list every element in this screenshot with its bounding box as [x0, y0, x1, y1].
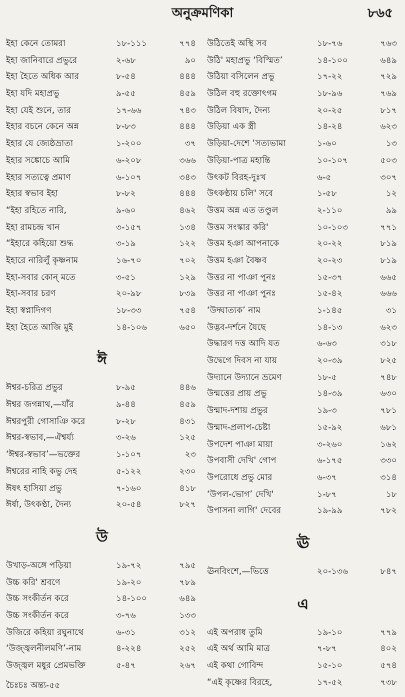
entry-page-number: ২৬৭	[179, 661, 196, 671]
index-entry	[207, 503, 399, 520]
entry-reference: ১-৮৭	[317, 489, 337, 500]
entry-verse-text: ‘উপল-ভোগ’ দেখি'	[207, 489, 274, 500]
entry-reference: ৬-১০৭	[116, 172, 142, 183]
entry-reference: ৮-৮২	[116, 189, 136, 200]
entry-page-number: ৩৩০	[380, 456, 397, 467]
entry-page-number: ১২	[385, 189, 397, 200]
index-entry	[6, 270, 198, 287]
entry-reference: ১৪-১০০	[317, 55, 349, 66]
entry-verse-text: ইহার স্বভাব ইহা	[6, 189, 59, 200]
entry-page-number: ৬৬৫	[380, 272, 397, 283]
entry-verse-text: ইহারে নারিলুঁ কৃষ্ণনাম	[6, 255, 79, 266]
index-entry	[207, 336, 399, 353]
index-entry	[207, 320, 399, 337]
entry-verse-text: ইহা রামচন্দ্র খান	[6, 222, 60, 233]
entry-page-number: ৮১৭	[380, 105, 397, 116]
entry-verse-text: উঠিতেই অস্থি সব	[207, 39, 267, 49]
index-entry	[6, 414, 198, 431]
entry-reference: ৮-৮৩	[116, 122, 136, 133]
index-entry	[207, 353, 399, 370]
entry-reference: ১৭-২২	[317, 72, 343, 83]
entry-verse-text: ইহা-সবার কোন্ মতে	[6, 272, 76, 283]
entry-page-number: ৭৭৯	[380, 627, 397, 638]
section-letter-heading: ঈ	[97, 350, 107, 369]
entry-page-number: ১৩৪	[179, 222, 196, 233]
entry-verse-text: উচ্চ করি' শ্রবণে	[6, 577, 61, 588]
index-entry	[6, 53, 198, 70]
section-letter-heading: উ	[96, 527, 108, 546]
index-entry	[207, 136, 399, 153]
entry-page-number: ৭৭৪	[179, 39, 196, 49]
entry-reference: ১-৫৮	[317, 189, 337, 200]
entry-reference: ১৯-৭২	[116, 560, 142, 571]
index-entry	[6, 625, 198, 642]
entry-verse-text: ইহা যদি মহাপ্রভু	[6, 89, 60, 100]
entry-verse-text: “এই কৃষ্ণের বিরহে,	[207, 677, 273, 688]
index-entry	[207, 69, 399, 86]
entry-page-number: ৫০৩	[380, 155, 397, 166]
entry-reference: ১-২০০	[116, 139, 142, 150]
index-entry	[207, 564, 399, 581]
entry-page-number: ৪০২	[380, 644, 397, 655]
entry-reference: ১-১০৭	[116, 450, 142, 461]
index-entry	[6, 430, 198, 447]
index-entry	[207, 153, 399, 170]
entry-verse-text: “ইহা রহিতে নারি,	[6, 205, 67, 216]
entry-page-number: ৩৬৬	[179, 155, 196, 166]
entry-reference: ১০-১০৩	[317, 222, 349, 233]
entry-reference: ৩-২৬	[116, 433, 136, 444]
entry-reference: ৩-১৫৭	[116, 222, 142, 233]
entry-verse-text: উৎকণ্ঠায় চলি' সবে	[207, 189, 274, 200]
entry-verse-text: ইহা হৈতে আজি মুই	[6, 322, 73, 333]
entry-reference: ৩-৭৬	[116, 610, 136, 621]
entry-page-number: ৩৭	[184, 139, 196, 150]
index-entry	[6, 36, 198, 53]
entry-page-number: ২৩	[184, 450, 196, 461]
entry-reference: ১৭-৫২	[317, 677, 343, 688]
entry-verse-text: ঈশ্বর-স্বভাব,—ঐশ্বর্য্য	[6, 433, 74, 444]
entry-verse-text: ইহা জানিবারে প্রভুরে	[6, 55, 78, 66]
entry-reference: ১-১৪৫	[317, 306, 343, 316]
entry-reference: ১৯-১০	[317, 627, 343, 638]
index-entry	[207, 220, 399, 237]
entry-page-number: ৭৭১	[380, 222, 397, 233]
entry-reference: ১০-১০৭	[317, 155, 349, 166]
entry-reference: ৯-৬০	[116, 205, 136, 216]
entry-verse-text: এই কথা গোবিন্দ	[207, 661, 264, 671]
entry-verse-text: উপদেশ পাঞা মায়া	[207, 439, 273, 450]
entry-verse-text: উদ্বেগে দিবস না যায়	[207, 356, 278, 367]
entry-verse-text: উজ্জ্বল মধুর প্রেমভক্তি	[6, 661, 86, 671]
entry-verse-text: উত্তম সংস্কার করি'	[207, 222, 269, 233]
entry-verse-text: ‘ঈশ্বর-স্বভাব’—ভক্তের	[6, 450, 81, 461]
index-entry	[207, 437, 399, 454]
entry-reference: ৬-৬৩	[317, 339, 337, 350]
index-entry	[207, 286, 399, 303]
entry-reference: ৩-৫১	[116, 272, 136, 283]
index-entry	[6, 303, 198, 320]
entry-verse-text: উদ্ধারণ দত্ত আদি যত	[207, 339, 280, 350]
entry-page-number: ৬২৩	[380, 322, 397, 333]
entry-verse-text: উন্মত্তের প্রায় প্রভু	[207, 389, 267, 400]
index-entry	[207, 487, 399, 504]
entry-verse-text: উখাড়-অঙ্গে পড়িয়া	[6, 560, 72, 571]
entry-reference: ১৪-৩৯	[317, 389, 343, 400]
section-letter-heading: এ	[297, 594, 309, 613]
entry-reference: ৯-৪৪	[116, 400, 136, 411]
entry-page-number: ৭৫৪	[179, 306, 196, 316]
entry-page-number: ১৬২	[380, 439, 397, 450]
entry-verse-text: ইহা কেনে তোমরা	[6, 39, 66, 49]
entry-verse-text: উপবাসী দেখি' গোপ	[207, 456, 277, 467]
entry-reference: ১৫-৩৭	[317, 272, 343, 283]
index-entry	[207, 470, 399, 487]
page-footer: চৈঃচঃ অন্ত্য-৫৫	[6, 681, 61, 691]
entry-reference: ২০-১৩৬	[317, 566, 349, 577]
entry-reference: ৭-১৬০	[116, 483, 142, 494]
entry-reference: ১৮-৩৩	[116, 306, 142, 316]
entry-verse-text: উত্তর না পাঞা পুনঃ	[207, 272, 276, 283]
entry-verse-text: এই অর্থ আমি মাত্র	[207, 644, 271, 655]
index-entry	[6, 153, 198, 170]
entry-reference: ২০-৩৯	[317, 356, 343, 367]
entry-verse-text: ইহার সত্যত্বে প্রমাণ	[6, 172, 71, 183]
entry-page-number: ৭৯৫	[179, 560, 196, 571]
index-entry	[207, 86, 399, 103]
index-entry	[207, 270, 399, 287]
entry-reference: ৩-১৯	[116, 239, 136, 250]
entry-verse-text: ঈষৎ হাসিয়া প্রভু	[6, 483, 62, 494]
index-entry	[6, 69, 198, 86]
entry-page-number: ৭৮৯	[179, 577, 196, 588]
entry-verse-text: উড়িয়া-পাত্র মহান্তি	[207, 155, 271, 166]
entry-verse-text: ‘উদ্ঘাত্যক’ নাম	[207, 306, 261, 316]
index-entry	[6, 253, 198, 270]
entry-verse-text: উড়িয়া-দেশে ‘সত্যভামা	[207, 139, 286, 150]
entry-page-number: ৩১৪	[380, 472, 397, 483]
entry-page-number: ৪৪৬	[179, 383, 196, 394]
index-entry	[6, 119, 198, 136]
entry-page-number: ৭৮২	[380, 506, 397, 517]
entry-page-number: ৪৫৯	[179, 400, 196, 411]
index-entry	[6, 286, 198, 303]
entry-reference: ২০-৫৪	[116, 500, 142, 511]
entry-page-number: ৬২৩	[380, 122, 397, 133]
entry-reference: ১৬-৭০	[116, 255, 142, 266]
entry-verse-text: উন্মাদ-দশায় প্রভুর	[207, 406, 268, 417]
entry-verse-text: “ইহারে কহিয়ো শুদ্ধ	[6, 239, 74, 250]
entry-page-number: ৪৪৪	[179, 122, 196, 133]
entry-reference: ১৫-৪২	[317, 289, 343, 300]
index-entry	[207, 170, 399, 187]
index-entry	[207, 103, 399, 120]
entry-reference: ২০-২৩	[317, 255, 343, 266]
entry-page-number: ৪৪৪	[179, 189, 196, 200]
entry-reference: ২-১১০	[317, 205, 343, 216]
entry-reference: ৬-৩৭	[317, 472, 337, 483]
entry-page-number: ৪৬২	[179, 205, 196, 216]
entry-verse-text: উঠিল বহু রক্তোৎগম	[207, 89, 277, 100]
entry-page-number: ৩০৭	[380, 172, 397, 183]
entry-verse-text: উড়িয়া এক স্ত্রী	[207, 122, 257, 133]
index-entry	[6, 136, 198, 153]
entry-page-number: ৪৫৯	[179, 89, 196, 100]
entry-reference: ১৯-২০	[116, 577, 142, 588]
index-entry	[207, 658, 399, 675]
index-entry	[6, 397, 198, 414]
entry-page-number: ৬৩০	[380, 389, 397, 400]
entry-verse-text: ঊনবিংশে,—ভিত্তে	[207, 566, 269, 577]
entry-page-number: ৬৫০	[179, 322, 196, 333]
entry-page-number: ১৩৩	[179, 610, 196, 621]
index-entry	[207, 119, 399, 136]
index-entry	[6, 103, 198, 120]
index-entry	[6, 380, 198, 397]
index-entry	[6, 591, 198, 608]
entry-reference: ১৯-৩	[317, 406, 337, 417]
entry-page-number: ৯৯	[385, 205, 397, 216]
entry-verse-text: ইহার বচনে কেনে অন্ন	[6, 122, 79, 133]
right-column	[207, 36, 399, 691]
entry-verse-text: উন্মাদ-প্রলাপ-চেষ্টা	[207, 422, 271, 433]
entry-verse-text: ঈশ্বর-চরিত্র প্রভুর	[6, 383, 63, 394]
entry-reference: ১৫-৯২	[317, 422, 343, 433]
index-entry	[207, 675, 399, 692]
entry-verse-text: ইহা যেই শুনে, তার	[6, 105, 71, 116]
entry-verse-text: ঈর্ষা, উৎকণ্ঠা, দৈন্য	[6, 500, 72, 511]
entry-page-number: ১৮	[385, 489, 397, 500]
entry-reference: ১৮-৯৬	[317, 89, 343, 100]
entry-verse-text: ইহা হৈতে অধিক আর	[6, 72, 80, 83]
index-entry	[207, 370, 399, 387]
index-entry	[6, 658, 198, 675]
entry-page-number: ৩১৮	[380, 339, 397, 350]
entry-page-number: ৮২৭	[179, 500, 196, 511]
entry-reference: ২-৬৮	[116, 55, 136, 66]
entry-page-number: ৮৪৭	[380, 566, 397, 577]
entry-verse-text: উদ্ভব-দর্শনে যৈছে	[207, 322, 266, 333]
entry-reference: ৮-৯৫	[116, 383, 136, 394]
entry-page-number: ৩১	[385, 306, 397, 316]
entry-verse-text: উৎকট বিরহ-দুঃখ	[207, 172, 267, 183]
entry-reference: ৬-১৭৫	[317, 456, 343, 467]
entry-page-number: ৭৬৯	[380, 89, 397, 100]
entry-page-number: ৮৩৯	[179, 289, 196, 300]
entry-page-number: ২৫২	[179, 644, 196, 655]
entry-reference: ১৮-১১১	[116, 39, 147, 49]
entry-reference: ৮-৫৪	[116, 72, 136, 83]
index-entry	[6, 86, 198, 103]
index-entry	[207, 236, 399, 253]
entry-page-number: ৬৮১	[380, 422, 397, 433]
entry-reference: ৮-২৮	[116, 416, 136, 427]
section-letter-heading: ঊ	[296, 533, 310, 552]
index-entry	[6, 447, 198, 464]
entry-page-number: ৭৮১	[380, 406, 397, 417]
index-entry	[6, 575, 198, 592]
entry-page-number: ৬৪৯	[380, 55, 397, 66]
entry-verse-text: এই অপরাধ তুমি	[207, 627, 263, 638]
index-entry	[6, 220, 198, 237]
entry-reference: ১৪-২৪	[317, 122, 343, 133]
entry-page-number: ৮১৯	[380, 239, 397, 250]
entry-page-number: ৮২৫	[380, 356, 397, 367]
entry-reference: ১৪-১০০	[116, 594, 148, 605]
index-entry	[207, 36, 399, 53]
entry-verse-text: উত্তম অন্ন এত তণ্ডুল	[207, 205, 279, 216]
entry-reference: ৩-২৬০	[317, 439, 343, 450]
entry-reference: ১৯-৯৯	[317, 506, 343, 517]
page-number: ৮৬৫	[367, 6, 393, 21]
index-entry	[6, 464, 198, 481]
left-column	[6, 36, 198, 675]
entry-verse-text: উপরোধে প্রভু মোর	[207, 472, 273, 483]
entry-page-number: ৭৪৩	[179, 105, 196, 116]
index-entry	[6, 203, 198, 220]
entry-page-number: ৪৩১	[179, 416, 196, 427]
entry-reference: ৫-১২২	[116, 466, 142, 477]
entry-verse-text: ঈশ্বরের নাহি কভু দেহ	[6, 466, 78, 477]
index-entry	[207, 453, 399, 470]
entry-page-number: ৪১৮	[179, 483, 196, 494]
entry-reference: ১৪-১০৬	[116, 322, 148, 333]
entry-verse-text: ঈশ্বর জগন্নাথ,—যাঁর	[6, 400, 74, 411]
entry-page-number: ২৩০	[179, 466, 196, 477]
entry-reference: ৭-৮৭	[317, 644, 337, 655]
entry-reference: ১৭-৬৬	[116, 105, 142, 116]
index-entry	[6, 170, 198, 187]
index-entry	[6, 186, 198, 203]
index-entry	[207, 303, 399, 320]
index-entry	[6, 641, 198, 658]
entry-verse-text: ইহা-সবার চরণ	[6, 289, 56, 300]
entry-reference: ১৫-১০	[317, 661, 343, 671]
index-entry	[6, 481, 198, 498]
index-entry	[207, 253, 399, 270]
page-title: অনুক্রমণিকা	[171, 6, 234, 21]
index-entry	[207, 403, 399, 420]
entry-reference: ২০-২২	[317, 239, 343, 250]
entry-page-number: ১৩	[385, 139, 397, 150]
index-entry	[207, 625, 399, 642]
index-entry	[6, 497, 198, 514]
entry-reference: ৫-৪৭	[116, 661, 136, 671]
entry-page-number: ৬৬৬	[380, 289, 397, 300]
entry-reference: ৬-২০৮	[116, 155, 142, 166]
entry-reference: ২০-৯৮	[116, 289, 142, 300]
entry-verse-text: উচ্চ সংকীর্তন করে	[6, 610, 69, 621]
entry-page-number: ৩৪৩	[179, 172, 196, 183]
index-entry	[6, 320, 198, 337]
index-entry	[207, 386, 399, 403]
index-entry	[207, 641, 399, 658]
entry-verse-text: উজিরে কহিয়া রঘুনাথে	[6, 627, 84, 638]
entry-reference: ৯-৫৫	[116, 89, 136, 100]
entry-verse-text: উঠি' মহাপ্রভু ‘বিস্মিত’	[207, 55, 283, 66]
entry-page-number: ৫৭৪	[380, 661, 397, 671]
entry-page-number: ৭৩৮	[380, 677, 397, 688]
index-entry	[207, 420, 399, 437]
entry-verse-text: ‘উজ্জ্বলনীলমণি’-নাম	[6, 644, 82, 655]
index-entry	[6, 558, 198, 575]
entry-verse-text: উত্তম হঞা বৈষ্ণব	[207, 255, 267, 266]
entry-reference: ১৮-৭৬	[317, 39, 343, 49]
entry-reference: ১৮-৫	[317, 372, 337, 383]
entry-page-number: ১২২	[179, 239, 196, 250]
entry-verse-text: ইহা স্বপ্নাদিগণ	[6, 306, 52, 316]
entry-page-number: ১২৫	[179, 433, 196, 444]
entry-page-number: ৭৬৩	[380, 39, 397, 49]
entry-reference: ৬-৫	[317, 172, 332, 183]
entry-page-number: ৪৪৪	[179, 72, 196, 83]
page-header	[0, 4, 405, 26]
entry-page-number: ৮১৯	[380, 255, 397, 266]
entry-verse-text: ইহার সঙ্কোচে আমি	[6, 155, 71, 166]
entry-verse-text: ইহার যে জ্যেষ্ঠভ্রাতা	[6, 139, 74, 150]
entry-page-number: ৬৪৯	[179, 594, 196, 605]
entry-verse-text: উঠিয়া বসিলেন প্রভু	[207, 72, 275, 83]
entry-reference: ৪-২২৪	[116, 644, 142, 655]
entry-verse-text: উচ্চ সংকীর্তন করে	[6, 594, 69, 605]
entry-page-number: ৩১২	[179, 627, 196, 638]
entry-page-number: ৭২৯	[380, 72, 397, 83]
entry-verse-text: ঈশ্বরপুরী গোসাঞি করে	[6, 416, 86, 427]
entry-page-number: ৭৪৮	[380, 372, 397, 383]
index-entry	[207, 53, 399, 70]
index-entry	[207, 186, 399, 203]
entry-verse-text: উত্তম হঞা আপনাকে	[207, 239, 280, 250]
index-entry	[207, 203, 399, 220]
entry-verse-text: উদ্যানে উদ্যানে ভ্রমেণ	[207, 372, 282, 383]
entry-reference: ২০-২৫	[317, 105, 343, 116]
entry-reference: ৬-৩১	[116, 627, 136, 638]
entry-page-number: ৯০	[184, 55, 196, 66]
index-entry	[6, 608, 198, 625]
index-entry	[6, 236, 198, 253]
entry-verse-text: উঠিল বিষাদ, দৈন্য	[207, 105, 270, 116]
entry-verse-text: উত্তর না পাঞা পুনঃ	[207, 289, 276, 300]
entry-verse-text: উপাসনা লাগি' দেবের	[207, 506, 282, 517]
entry-reference: ১-৬০	[317, 139, 337, 150]
entry-reference: ১৪-১৩	[317, 322, 343, 333]
entry-page-number: ১২৯	[179, 272, 196, 283]
entry-page-number: ৭০২	[179, 255, 196, 266]
